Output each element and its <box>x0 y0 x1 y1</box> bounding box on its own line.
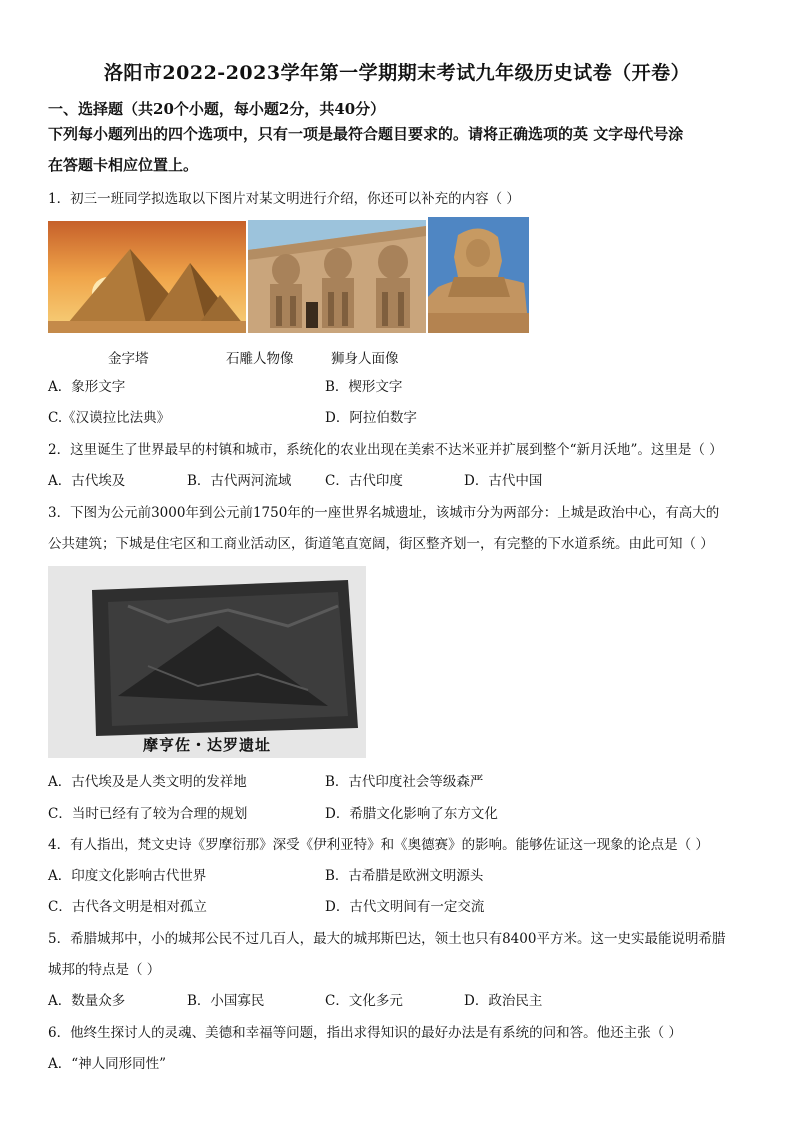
q3-option-a: A．古代埃及是人类文明的发祥地 <box>48 774 247 790</box>
q5-stem-line-1: 5．希腊城邦中，小的城邦公民不过几百人，最大的城邦斯巴达，领土也只有8400平方米。这一史实最能说明希腊 <box>48 931 726 947</box>
q4-stem: 4．有人指出，梵文史诗《罗摩衍那》深受《伊利亚特》和《奥德赛》的影响。能够佐证这一现象的论点是（ ） <box>48 837 709 853</box>
q3-stem-line-2: 公共建筑；下城是住宅区和工商业活动区，街道笔直宽阔，街区整齐划一，有完整的下水道系统。由此可知（ ） <box>48 536 714 552</box>
q3-option-c: C．当时已经有了较为合理的规划 <box>48 806 248 822</box>
instruction-line-1: 下列每小题列出的四个选项中，只有一项是最符合题目要求的。请将正确选项的英 文字母代号涂 <box>48 125 684 143</box>
q3-stem-line-1: 3．下图为公元前3000年到公元前1750年的一座世界名城遗址，该城市分为两部分：上城是政治中心，有高大的 <box>48 505 720 521</box>
mohenjo-daro-photo <box>48 566 366 758</box>
q2-option-a: A．古代埃及 <box>48 473 126 489</box>
pyramid-caption: 金字塔 <box>108 351 149 367</box>
q2-option-c: C．古代印度 <box>325 473 403 489</box>
q1-option-b: B．楔形文字 <box>325 379 403 395</box>
statues-caption: 石雕人物像 <box>226 351 294 367</box>
q4-option-c: C．古代各文明是相对孤立 <box>48 899 207 915</box>
q3-option-d: D．希腊文化影响了东方文化 <box>325 806 498 822</box>
q4-option-d: D．古代文明间有一定交流 <box>325 899 485 915</box>
q5-stem-line-2: 城邦的特点是（ ） <box>48 962 161 978</box>
q1-stem: 1．初三一班同学拟选取以下图片对某文明进行介绍，你还可以补充的内容（ ） <box>48 191 520 207</box>
q1-option-d: D．阿拉伯数字 <box>325 410 417 426</box>
mohenjo-daro-caption: 摩亨佐・达罗遗址 <box>143 736 272 754</box>
q1-option-a: A．象形文字 <box>48 379 126 395</box>
instruction-line-2: 在答题卡相应位置上。 <box>48 156 199 174</box>
q2-option-b: B．古代两河流域 <box>187 473 292 489</box>
q5-option-a: A．数量众多 <box>48 993 126 1009</box>
q4-option-a: A．印度文化影响古代世界 <box>48 868 207 884</box>
q3-option-b: B．古代印度社会等级森严 <box>325 774 484 790</box>
q2-option-d: D．古代中国 <box>464 473 543 489</box>
q5-option-c: C．文化多元 <box>325 993 403 1009</box>
q6-option-a: A．“神人同形同性” <box>48 1056 167 1072</box>
statues-photo <box>248 220 426 333</box>
q5-option-d: D．政治民主 <box>464 993 543 1009</box>
q2-stem: 2．这里诞生了世界最早的村镇和城市，系统化的农业出现在美索不达米亚并扩展到整个“新月沃地”。这里是（ ） <box>48 442 723 458</box>
pyramid-photo <box>48 221 246 333</box>
q1-option-c: C.《汉谟拉比法典》 <box>48 410 171 426</box>
sphinx-caption: 狮身人面像 <box>331 351 399 367</box>
sphinx-photo <box>428 217 529 333</box>
q6-stem: 6．他终生探讨人的灵魂、美德和幸福等问题，指出求得知识的最好办法是有系统的问和答。他还主张（ ） <box>48 1025 682 1041</box>
page-title: 洛阳市2022-2023学年第一学期期末考试九年级历史试卷（开卷） <box>103 62 691 84</box>
section-heading: 一、选择题（共20个小题，每小题2分，共40分） <box>48 100 386 118</box>
q4-option-b: B．古希腊是欧洲文明源头 <box>325 868 484 884</box>
q5-option-b: B．小国寡民 <box>187 993 265 1009</box>
